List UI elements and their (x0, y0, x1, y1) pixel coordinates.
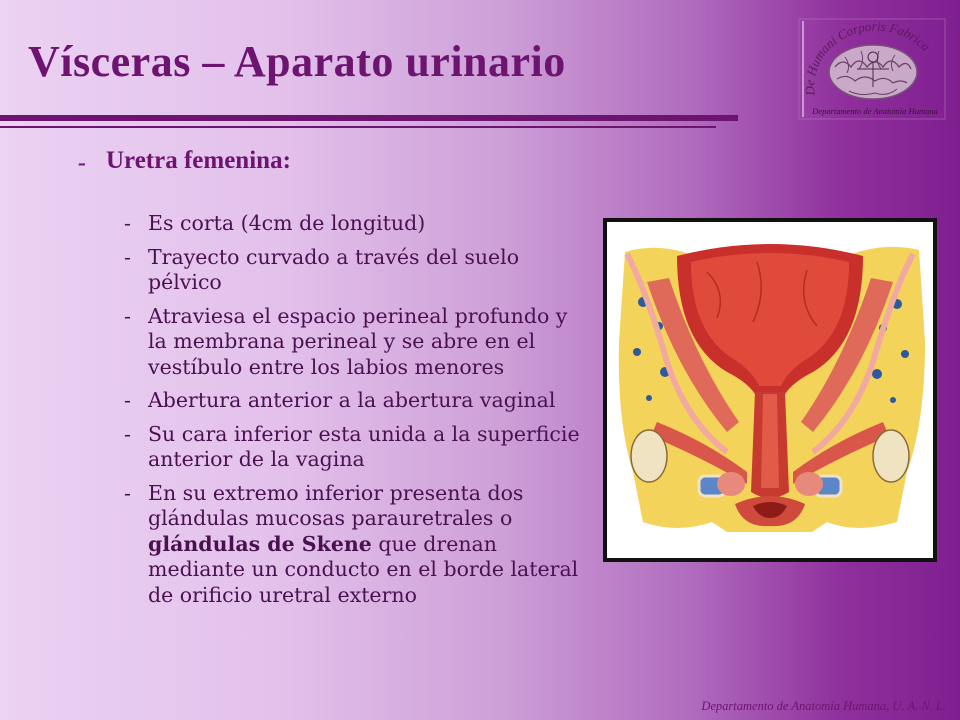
list-item-text: Abertura anterior a la abertura vaginal (148, 388, 556, 412)
section-heading: Uretra femenina: (106, 147, 291, 174)
list-item (124, 422, 584, 473)
slide-footer: Departamento de Anatomía Humana, U. A. N. L. (701, 699, 946, 713)
title-rule-thick (0, 115, 738, 121)
title-rule-thin (0, 126, 716, 128)
department-logo (797, 17, 947, 121)
list-item-text: Su cara inferior esta unida a la superficie anterior de la vagina (148, 421, 580, 471)
list-item-text: Es corta (4cm de longitud) (148, 211, 426, 235)
list-item-text: Trayecto curvado a través del suelo pélvico (148, 244, 520, 294)
heading-bullet: - (78, 150, 86, 176)
item-dash: - (124, 421, 131, 446)
skene-glands-term: glándulas de Skene (148, 531, 372, 556)
list-item (124, 304, 584, 381)
logo-arc-text: De Humani Corporis Fabrica (802, 18, 934, 97)
item-dash: - (124, 211, 131, 235)
anatomy-figure-frame (603, 218, 937, 562)
item-dash: - (124, 388, 131, 412)
list-item-text-after: que drenan mediante un conducto en el borde lateral de orificio uretral externo (148, 531, 579, 607)
list-item-text-before: En su extremo inferior presenta dos glándulas mucosas parauretrales o (148, 480, 524, 530)
list-item (124, 245, 584, 296)
list-item (124, 481, 584, 609)
slide-title: Vísceras – Aparato urinario (28, 37, 566, 86)
item-dash: - (124, 244, 131, 269)
list-item (124, 211, 584, 237)
list-item (124, 388, 584, 414)
anatomy-illustration (607, 222, 933, 558)
item-dash: - (124, 480, 131, 505)
logo-base-text: Departamento de Anatomía Humana (812, 106, 938, 116)
item-dash: - (124, 303, 131, 328)
list-item-text: Atraviesa el espacio perineal profundo y la membrana perineal y se abre en el vestíbulo entre los labios menores (148, 303, 568, 379)
bullet-list (124, 211, 584, 616)
